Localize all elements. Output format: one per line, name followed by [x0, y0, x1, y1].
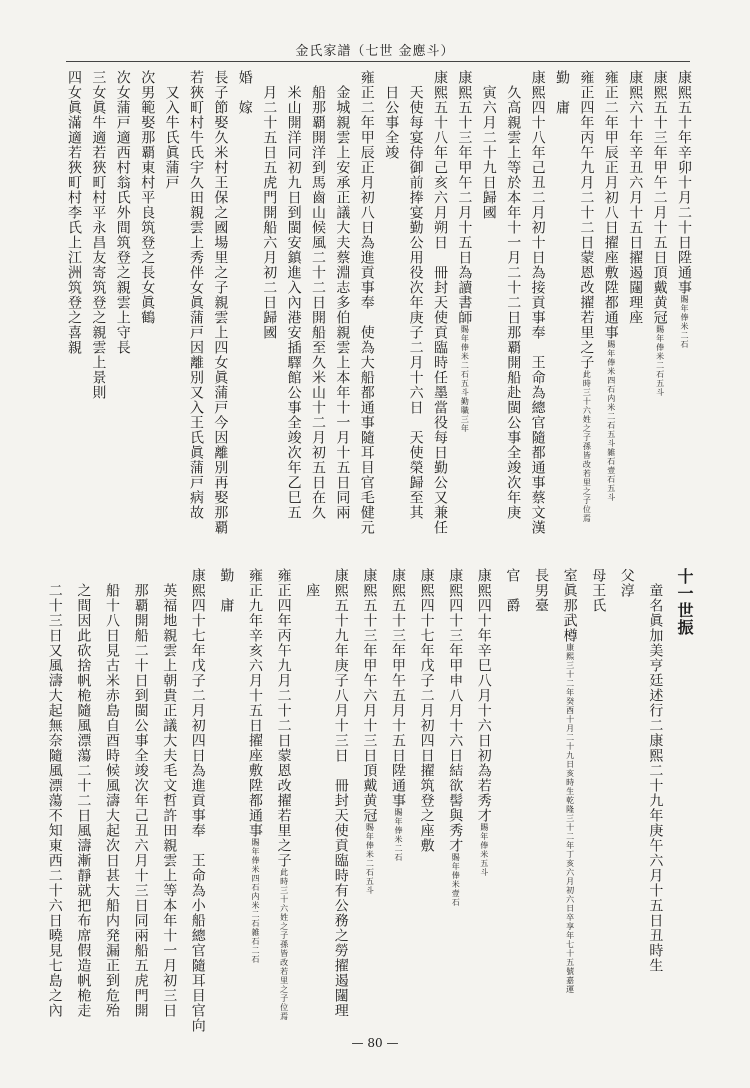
column-text: 寅六月二十九日歸國 — [480, 70, 497, 220]
lower-column — [247, 568, 263, 964]
column-text: 康熙五十九年庚子八月十三日 冊封天使貢臨時有公務之勞擢遏闥理 — [332, 568, 349, 1018]
upper-column — [237, 70, 253, 115]
column-text: 康熙五十三年甲午五月十五日陞通事 — [390, 568, 406, 808]
column-annotation: 賜年俸米四石内米二石五斗雑石壹石五斗 — [606, 340, 616, 502]
lower-column — [361, 568, 377, 895]
column-annotation: 賜年俸米五斗 — [479, 823, 489, 877]
column-text: 月二十五日五虎門開船六月初二日歸國 — [261, 70, 278, 340]
column-text: 婚 嫁 — [236, 70, 253, 115]
upper-column — [212, 70, 228, 535]
column-text: 若狹町村牛氏宇久田親雲上秀伴女眞蒲戸因離別又入王氏眞蒲戸病故 — [188, 70, 204, 520]
lower-column — [190, 568, 206, 1033]
column-annotation: 此時三十六姓之子孫皆改若里之子位焉 — [582, 370, 592, 523]
upper-column — [530, 70, 546, 535]
upper-column — [334, 70, 350, 520]
column-text: 康熙四十三年甲申八月十六日結欲髻與秀才 — [447, 568, 464, 853]
upper-column — [578, 70, 594, 523]
column-annotation: 賜年俸米二石 — [680, 295, 689, 349]
column-text: 室眞那武樽 — [561, 568, 578, 643]
column-text: 父淳 — [618, 568, 635, 598]
column-text: 康熙五十八年己亥六月朔日 冊封天使貢臨時任墨當役每日勤公又兼任 — [432, 70, 448, 535]
upper-column — [505, 70, 521, 520]
column-text: 船那覇開洋到馬齒山候風二十二日開船至久米山十二月初五日在久 — [310, 70, 326, 520]
upper-column — [603, 70, 619, 502]
column-text: 英福地親雲上朝貴正議大夫毛文哲許田親雲上等本年十一月初三日 — [161, 568, 178, 1018]
upper-column — [652, 70, 668, 397]
column-annotation: 賜年俸米四石内米二石雑石二石 — [251, 838, 260, 964]
lower-column — [161, 568, 177, 1018]
column-text: 康熙五十三年甲午二月十五日為讀書師 — [456, 70, 473, 325]
column-annotation: 賜年俸米二石五斗 — [365, 823, 375, 895]
lower-column — [104, 568, 120, 1018]
upper-column — [188, 70, 204, 520]
column-text: 康熙四十七年戊子二月初四日擢筑登之座敷 — [418, 568, 435, 853]
upper-column — [115, 70, 131, 355]
column-annotation: 賜年俸米二石五斗勤職三年 — [460, 325, 470, 433]
column-text: 四女眞滿適若狹町村李氏上江洲筑登之喜親 — [66, 70, 82, 355]
column-text: 雍正二年甲辰正月初八日擢座敷陞都通事 — [602, 70, 619, 340]
page-header-title: 金氏家譜（七世 金應斗） — [295, 44, 455, 59]
column-text: 勤 庸 — [554, 70, 570, 115]
upper-column — [310, 70, 326, 520]
upper-column — [383, 70, 399, 160]
lower-column — [533, 568, 549, 613]
lower-column — [390, 568, 406, 862]
lower-column — [276, 568, 292, 1021]
lower-column — [476, 568, 492, 877]
lower-column — [304, 568, 320, 598]
column-text: 次女蒲戸適西村翁氏外間筑登之親雲上守長 — [114, 70, 131, 355]
column-text: 母王氏 — [590, 568, 607, 613]
lower-column — [647, 568, 663, 973]
page-number: — 80 — — [351, 1036, 399, 1050]
column-text: 康熙六十年辛丑六月十五日擢遏闥理座 — [627, 70, 644, 325]
upper-column — [261, 70, 277, 340]
column-text: 康熙四十年辛巳八月十六日初為若秀才 — [475, 568, 492, 823]
column-text: 船十八日見古米赤島自酉時候風濤大起次日甚大船内発漏正到危殆 — [104, 568, 120, 1018]
lower-column — [590, 568, 606, 613]
column-text: 日公事全竣 — [383, 70, 400, 160]
column-text: 康熙四十八年己丑二月初十日為接貢事奉 王命為總官隨都通事蔡文漢 — [529, 70, 546, 535]
column-text: 那覇開船二十日到閩公事全竣次年己丑六月十三日同兩船五虎門開 — [132, 568, 149, 1018]
column-text: 次男範娶那覇東村平良筑登之長女眞鶴 — [139, 70, 156, 325]
column-text: 座 — [304, 568, 321, 598]
upper-column — [408, 70, 424, 520]
column-annotation: 賜年俸米二石 — [394, 808, 403, 862]
column-annotation: 賜年俸米壹石 — [451, 853, 461, 907]
column-text: 二十三日又風濤大起無奈隨風漂蕩不知東西二十六日曉見七島之內 — [46, 568, 63, 1018]
upper-column — [164, 70, 180, 190]
lower-column — [218, 568, 234, 613]
upper-column — [90, 70, 106, 400]
column-text: 金城親雲上安承正議大夫蔡淵志多伯親雲上本年十一月十五日同兩 — [334, 70, 351, 520]
upper-column — [432, 70, 448, 535]
column-text: 官 爵 — [504, 568, 521, 613]
upper-column — [456, 70, 472, 433]
column-text: 又入牛氏眞蒲戸 — [163, 70, 180, 190]
column-text: 雍正四年丙午九月二十二日蒙恩改擢若里之子 — [275, 568, 292, 868]
column-text: 久高親雲上等於本年十一月二十二日那覇開船赴閩公事全竣次年庚 — [505, 70, 522, 520]
column-annotation: 賜年俸米二石五斗 — [655, 325, 665, 397]
column-text: 長子節娶久米村王保之國場里之子親雲上四女眞蒲戸今因離別再娶那覇 — [212, 70, 229, 535]
column-text: 米山開洋同初九日到閩安鎮進入內港安插驛館公事全竣次年乙巳五 — [285, 70, 302, 520]
column-text: 童名眞加美亨廷述行二康熙二十九年庚午六月十五日丑時生 — [647, 568, 664, 973]
lower-column — [75, 568, 91, 1018]
upper-column — [554, 70, 570, 115]
column-text: 十一世振 — [675, 568, 694, 636]
column-annotation: 康熙三十二年癸酉十月二十九日亥時生乾隆三十二年丁亥六月初六日卒享年七十五號嘉運 — [565, 643, 575, 994]
lower-column — [562, 568, 578, 994]
upper-column — [359, 70, 375, 535]
upper-column — [139, 70, 155, 325]
lower-column — [504, 568, 520, 613]
column-annotation: 此時三十六姓之子孫皆改若里之子位焉 — [279, 868, 289, 1021]
upper-column — [286, 70, 302, 520]
column-text: 長男臺 — [533, 568, 549, 613]
lower-column — [419, 568, 435, 853]
column-text: 雍正四年丙午九月二十二日蒙恩改擢若里之子 — [578, 70, 595, 370]
lower-column — [333, 568, 349, 1018]
lower-column — [447, 568, 463, 907]
column-text: 康熙五十年辛卯十月二十日陞通事 — [676, 70, 692, 295]
lower-column — [133, 568, 149, 1018]
upper-column — [627, 70, 643, 325]
upper-column — [66, 70, 82, 355]
header-rule — [66, 61, 690, 62]
lower-column — [47, 568, 63, 1018]
upper-column — [481, 70, 497, 220]
column-text: 康熙五十三年甲午六月十三日頂戴黄冠 — [361, 568, 378, 823]
column-text: 康熙五十三年甲午二月十五日頂戴黄冠 — [651, 70, 668, 325]
lower-column — [676, 568, 692, 636]
column-text: 天使每宴侍御前捧宴勤公用役次年庚子二月十六日 天使榮歸至其 — [407, 70, 424, 520]
lower-column — [619, 568, 635, 598]
column-text: 三女眞牛適若狹町村平永昌友寄筑登之親雲上景則 — [90, 70, 107, 400]
column-text: 之間因此砍捨帆桅隨風漂蕩二十二日風濤漸靜就把布席假造帆桅走 — [75, 568, 92, 1018]
column-text: 勤 庸 — [218, 568, 235, 613]
upper-column — [676, 70, 692, 349]
column-text: 康熙四十七年戊子二月初四日為進貢事奉 王命為小船總官隨耳目官向 — [189, 568, 206, 1033]
column-text: 雍正九年辛亥六月十五日擢座敷陞都通事 — [247, 568, 263, 838]
column-text: 雍正二年甲辰正月初八日為進貢事奉 使為大船都通事隨耳目官毛健元 — [358, 70, 375, 535]
